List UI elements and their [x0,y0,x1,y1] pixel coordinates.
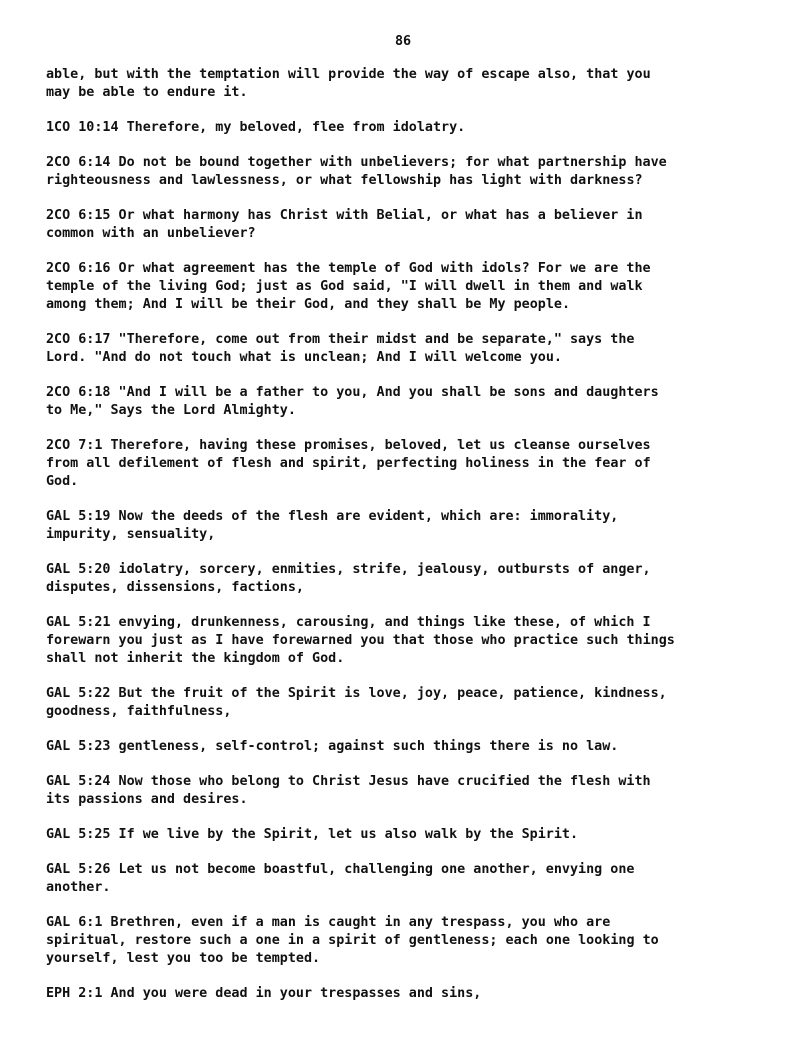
verse-text: Now those who belong to Christ Jesus have crucified the flesh with its passions and desires. [46,774,651,807]
verse-paragraph [46,331,760,367]
verse-text: gentleness, self-control; against such things there is no law. [118,739,619,754]
verse-reference: 2CO 6:17 [46,332,111,347]
verse-paragraph [46,207,760,243]
verse-reference: GAL 5:20 [46,562,111,577]
verse-paragraph [46,826,760,844]
verse-text: But the fruit of the Spirit is love, joy, peace, patience, kindness, goodness, faithfulness, [46,686,667,719]
verse-reference: 2CO 6:16 [46,261,111,276]
verse-reference: 1CO 10:14 [46,120,119,135]
verse-paragraph [46,119,760,137]
verse-text: Now the deeds of the flesh are evident, which are: immorality, impurity, sensuality, [46,509,619,542]
verse-paragraph [46,260,760,314]
verse-paragraph [46,738,760,756]
verse-text: Therefore, my beloved, flee from idolatry. [126,120,466,135]
verse-text: Therefore, having these promises, beloved, let us cleanse ourselves from all defilement of flesh and spirit, perfecting holiness in the fear of God. [46,438,651,489]
verse-paragraph [46,508,760,544]
verse-reference: 2CO 7:1 [46,438,103,453]
verse-paragraph [46,154,760,190]
verse-text: Brethren, even if a man is caught in any trespass, you who are spiritual, restore such a one in a spirit of gentleness; each one looking to yourself, lest you too be tempted. [46,915,659,966]
verse-reference: GAL 5:26 [46,862,111,877]
verse-list [46,119,760,1003]
verse-reference: GAL 5:25 [46,827,111,842]
verse-paragraph [46,384,760,420]
verse-text: Let us not become boastful, challenging one another, envying one another. [46,862,635,895]
verse-reference: GAL 6:1 [46,915,103,930]
verse-reference: GAL 5:19 [46,509,111,524]
verse-paragraph [46,985,760,1003]
verse-text: envying, drunkenness, carousing, and things like these, of which I forewarn you just as I have forewarned you that those who practice such things shall not inherit the kingdom of God. [46,615,675,666]
verse-reference: 2CO 6:15 [46,208,111,223]
verse-text: Or what agreement has the temple of God with idols? For we are the temple of the living God; just as God said, "I will dwell in them and walk among them; And I will be their God, and they shall be My people. [46,261,651,312]
verse-text: idolatry, sorcery, enmities, strife, jealousy, outbursts of anger, disputes, dissensions, factions, [46,562,651,595]
verse-paragraph [46,914,760,968]
verse-reference: GAL 5:21 [46,615,111,630]
verse-paragraph [46,614,760,668]
page-number: 86 [394,34,412,49]
verse-text: If we live by the Spirit, let us also walk by the Spirit. [118,827,579,842]
verse-paragraph [46,561,760,597]
verse-text: "And I will be a father to you, And you shall be sons and daughters to Me," Says the Lord Almighty. [46,385,659,418]
continuation-text: able, but with the temptation will provide the way of escape also, that you may be able to endure it. [46,67,651,100]
verse-reference: 2CO 6:18 [46,385,111,400]
verse-reference: GAL 5:22 [46,686,111,701]
verse-text: And you were dead in your trespasses and sins, [110,986,482,1001]
verse-paragraph [46,773,760,809]
verse-text: Or what harmony has Christ with Belial, or what has a believer in common with an unbeliever? [46,208,643,241]
verse-reference: 2CO 6:14 [46,155,111,170]
verse-reference: GAL 5:23 [46,739,111,754]
verse-paragraph [46,437,760,491]
verse-paragraph [46,685,760,721]
verse-paragraph [46,861,760,897]
verse-text: Do not be bound together with unbelievers; for what partnership have righteousness and lawlessness, or what fellowship has light with darkness? [46,155,667,188]
verse-text: "Therefore, come out from their midst and be separate," says the Lord. "And do not touch what is unclean; And I will welcome you. [46,332,635,365]
verse-reference: EPH 2:1 [46,986,103,1001]
verse-reference: GAL 5:24 [46,774,111,789]
